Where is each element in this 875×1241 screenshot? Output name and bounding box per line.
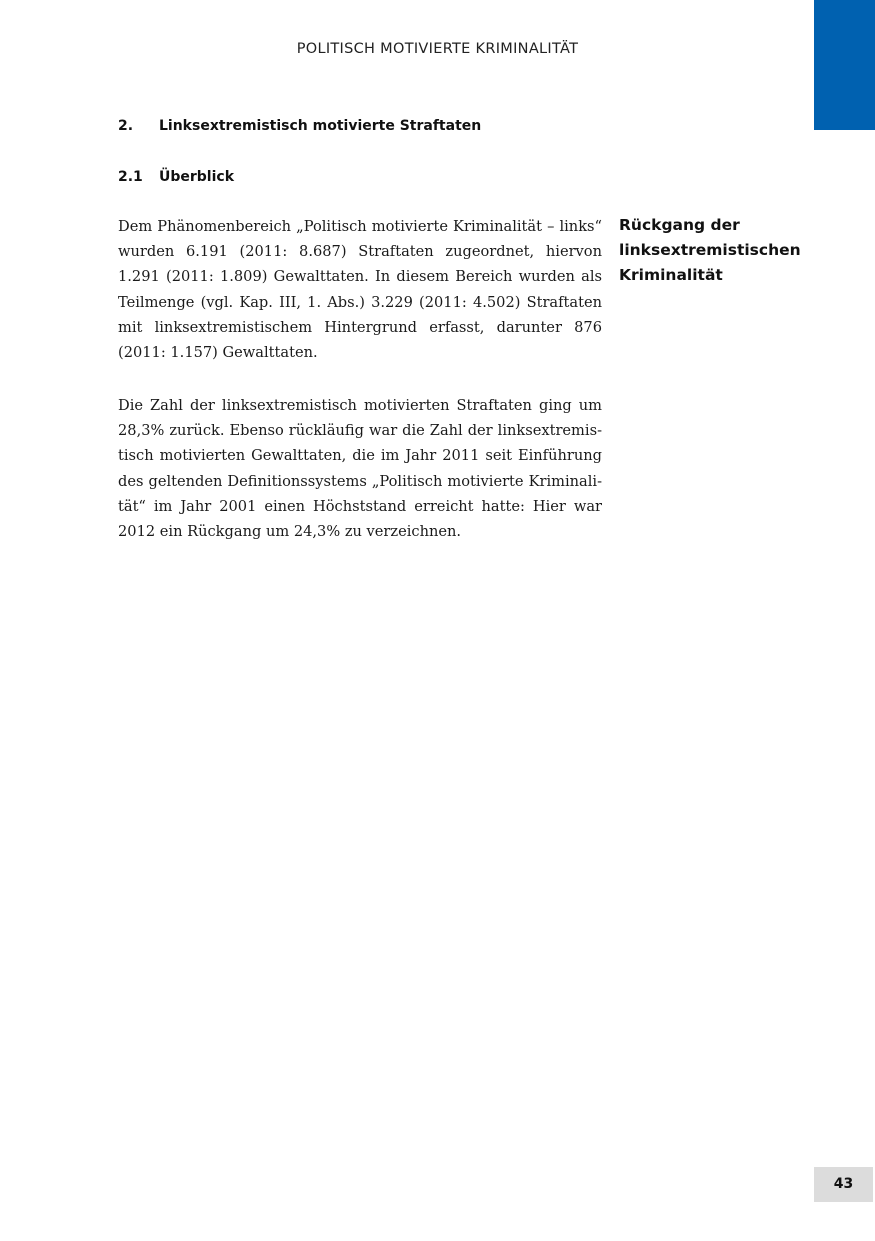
section-heading (118, 118, 481, 134)
paragraph-2: Die Zahl der linksextremistisch motivierten Straftaten ging um 28,3% zurück. Ebenso rückläufig war die Zahl der linksextremistisch motivierten Gewalttaten, die im Jahr 2011 seit Einführung des geltenden Definitionssystems „Politisch motivierte Kriminalität“ im Jahr 2001 einen Höchststand erreicht hatte: Hier war 2012 ein Rückgang um 24,3% zu verzeichnen. (118, 397, 602, 541)
running-header: POLITISCH MOTIVIERTE KRIMINALITÄT (296, 41, 579, 57)
paragraph-1: Dem Phänomenbereich „Politisch motivierte Kriminalität – links“ wurden 6.191 (2011: 8.687) Straftaten zugeordnet, hiervon 1.291 (2011: 1.809) Gewalttaten. In diesem Bereich wurden als Teilmenge (vgl. Kap. III, 1. Abs.) 3.229 (2011: 4.502) Straftaten mit linksextremistischem Hintergrund erfasst, darunter 876 (2011: 1.157) Gewalttaten. (118, 218, 602, 362)
subsection-heading (118, 169, 234, 185)
section-title: Linksextremistisch motivierte Straftaten (159, 118, 482, 134)
margin-note: Rückgang der linksextremistischen Kriminalität (619, 216, 801, 284)
subsection-title: Überblick (159, 169, 235, 185)
page-number: 43 (814, 1167, 873, 1202)
subsection-number: 2.1 (118, 169, 143, 185)
chapter-color-tab (814, 0, 875, 130)
section-number: 2. (118, 118, 134, 134)
